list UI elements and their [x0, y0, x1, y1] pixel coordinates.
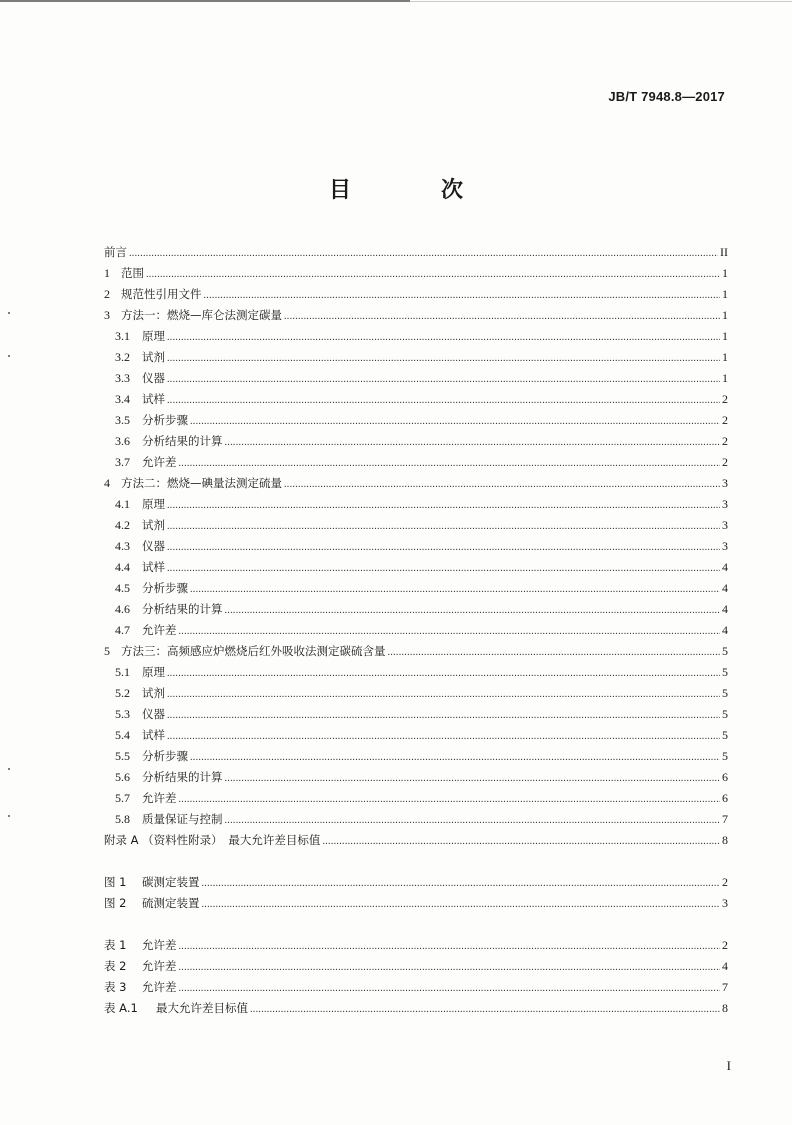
table-entry-page: 4	[722, 959, 728, 973]
toc-entry-page: 5	[722, 644, 728, 658]
toc-entry[interactable]	[104, 305, 728, 326]
toc-entry-label: 允许差	[142, 623, 177, 637]
toc-leader-dots	[167, 390, 720, 411]
toc-leader-dots	[179, 789, 721, 810]
table-entry[interactable]	[104, 935, 728, 956]
page-title: 目 次	[328, 178, 497, 203]
toc-leader-dots	[202, 894, 721, 915]
toc-leader-dots	[179, 957, 721, 978]
toc-entry-label: 分析结果的计算	[142, 434, 223, 448]
toc-leader-dots	[250, 999, 720, 1020]
toc-entry-page: 5	[722, 749, 728, 763]
figure-entry-number: 图 1	[104, 875, 127, 889]
toc-entry[interactable]	[104, 725, 728, 746]
scan-speck	[8, 355, 10, 357]
scan-speck	[8, 768, 10, 770]
toc-entry-number: 5.8	[115, 812, 130, 826]
toc-entry-label: 仪器	[142, 371, 165, 385]
table-entry-number: 表 A.1	[104, 1001, 138, 1015]
toc-leader-dots	[190, 411, 720, 432]
toc-leader-dots	[179, 453, 721, 474]
toc-entry-page: 4	[722, 560, 728, 574]
toc-entry[interactable]	[104, 368, 728, 389]
toc-entry[interactable]	[104, 536, 728, 557]
toc-entry[interactable]	[104, 515, 728, 536]
toc-leader-dots	[179, 936, 721, 957]
toc-entry-number: 4.1	[115, 497, 130, 511]
toc-leader-dots	[167, 537, 720, 558]
toc-entry-number: 5.3	[115, 707, 130, 721]
toc-entry-page: 4	[722, 581, 728, 595]
toc-entry-number: 4.7	[115, 623, 130, 637]
toc-entry-page: 3	[722, 518, 728, 532]
toc-entry-number: 3	[104, 308, 110, 322]
toc-entry[interactable]	[104, 494, 728, 515]
toc-entry-number: 3.1	[115, 329, 130, 343]
table-entry[interactable]	[104, 998, 728, 1019]
toc-entry[interactable]	[104, 704, 728, 725]
standard-code: JB/T 7948.8—2017	[608, 89, 725, 104]
toc-entry[interactable]	[104, 599, 728, 620]
toc-entry-page: 5	[722, 707, 728, 721]
toc-entry-page: 3	[722, 476, 728, 490]
toc-leader-dots	[225, 810, 721, 831]
toc-entry-label: 分析结果的计算	[142, 770, 223, 784]
toc-entry-label: 前言	[104, 245, 127, 259]
toc-leader-dots	[167, 684, 720, 705]
toc-entry-label: 仪器	[142, 707, 165, 721]
table-entry-label: 最大允许差目标值	[156, 1001, 248, 1015]
toc-entry-number: 5.7	[115, 791, 130, 805]
toc-leader-dots	[146, 264, 720, 285]
table-entry-label: 允许差	[142, 980, 177, 994]
toc-leader-dots	[190, 747, 720, 768]
toc-entry-number: 5.2	[115, 686, 130, 700]
toc-entry-page: 2	[722, 392, 728, 406]
toc-entry-page: 8	[722, 833, 728, 847]
figure-entry-label: 硫测定装置	[142, 896, 200, 910]
scan-speck	[8, 312, 10, 314]
toc-leader-dots	[225, 432, 721, 453]
toc-entry-label: 允许差	[142, 455, 177, 469]
scan-speck	[8, 815, 10, 817]
toc-leader-dots	[167, 495, 720, 516]
toc-entry-label: 方法二：燃烧—碘量法测定硫量	[121, 476, 282, 490]
toc-entry-number: 5.6	[115, 770, 130, 784]
toc-leader-dots	[167, 327, 720, 348]
toc-entry[interactable]	[104, 830, 728, 851]
table-entry-page: 8	[722, 1001, 728, 1015]
toc-entry-number: 3.4	[115, 392, 130, 406]
toc-entry-number: 5.5	[115, 749, 130, 763]
toc-entry-page: 1	[722, 329, 728, 343]
toc-entry-page: 1	[722, 287, 728, 301]
table-entry[interactable]	[104, 977, 728, 998]
toc-entry-page: 1	[722, 350, 728, 364]
toc-entry-number: 3.5	[115, 413, 130, 427]
toc-leader-dots	[167, 369, 720, 390]
table-entry-number: 表 3	[104, 980, 127, 994]
toc-entry-label: 原理	[142, 329, 165, 343]
toc-entry[interactable]	[104, 809, 728, 830]
toc-leader-dots	[190, 579, 720, 600]
toc-entry-number: 3.6	[115, 434, 130, 448]
toc-leader-dots	[204, 285, 721, 306]
toc-entry[interactable]	[104, 284, 728, 305]
table-entry-number: 表 1	[104, 938, 127, 952]
toc-entry[interactable]	[104, 620, 728, 641]
table-of-contents	[104, 242, 728, 1019]
toc-entry-page: 4	[722, 623, 728, 637]
toc-entry-page: 6	[722, 770, 728, 784]
toc-leader-dots	[167, 558, 720, 579]
section-gap	[104, 851, 728, 872]
toc-entry-label: 质量保证与控制	[142, 812, 223, 826]
table-entry-label: 允许差	[142, 959, 177, 973]
toc-entry-page: 5	[722, 686, 728, 700]
toc-leader-dots	[225, 600, 721, 621]
scan-edge-line-faint	[410, 1, 792, 2]
toc-entry-page: 6	[722, 791, 728, 805]
toc-entry-label: 范围	[121, 266, 144, 280]
toc-entry-page: 1	[722, 266, 728, 280]
figure-entry-label: 碳测定装置	[142, 875, 200, 889]
toc-entry-label: 试剂	[142, 686, 165, 700]
toc-entry-label: 附录 A （资料性附录） 最大允许差目标值	[104, 833, 321, 847]
toc-entry-number: 4.4	[115, 560, 130, 574]
toc-entry[interactable]	[104, 683, 728, 704]
toc-leader-dots	[167, 663, 720, 684]
toc-entry[interactable]	[104, 767, 728, 788]
figure-entry[interactable]	[104, 872, 728, 893]
toc-entry-label: 分析步骤	[142, 581, 188, 595]
toc-entry-page: 2	[722, 413, 728, 427]
toc-entry[interactable]	[104, 641, 728, 662]
figure-entry-number: 图 2	[104, 896, 127, 910]
toc-leader-dots	[167, 726, 720, 747]
toc-entry-page: 4	[722, 602, 728, 616]
toc-entry-label: 分析步骤	[142, 749, 188, 763]
toc-entry-label: 分析步骤	[142, 413, 188, 427]
toc-leader-dots	[388, 642, 721, 663]
toc-leader-dots	[284, 474, 720, 495]
scan-edge-line	[0, 0, 410, 2]
toc-leader-dots	[167, 516, 720, 537]
toc-entry[interactable]	[104, 578, 728, 599]
toc-entry-number: 3.7	[115, 455, 130, 469]
toc-entry[interactable]	[104, 473, 728, 494]
table-entry[interactable]	[104, 956, 728, 977]
table-entry-page: 7	[722, 980, 728, 994]
toc-entry-label: 方法三：高频感应炉燃烧后红外吸收法测定碳硫含量	[121, 644, 386, 658]
toc-entry-page: 5	[722, 665, 728, 679]
toc-entry-number: 3.3	[115, 371, 130, 385]
toc-entry-number: 5.4	[115, 728, 130, 742]
toc-leader-dots	[202, 873, 721, 894]
toc-entry[interactable]	[104, 557, 728, 578]
toc-entry-number: 2	[104, 287, 110, 301]
toc-entry-label: 试样	[142, 392, 165, 406]
toc-entry-number: 5	[104, 644, 110, 658]
toc-entry-page: 1	[722, 308, 728, 322]
toc-entry[interactable]	[104, 242, 728, 263]
toc-entry-number: 4.2	[115, 518, 130, 532]
toc-entry-number: 3.2	[115, 350, 130, 364]
toc-leader-dots	[167, 705, 720, 726]
toc-entry-page: 2	[722, 455, 728, 469]
toc-leader-dots	[284, 306, 720, 327]
toc-entry-label: 试样	[142, 728, 165, 742]
toc-entry-number: 5.1	[115, 665, 130, 679]
figure-entry-page: 3	[722, 896, 728, 910]
page-number: I	[726, 1058, 731, 1073]
toc-entry-page: 3	[722, 539, 728, 553]
toc-entry-label: 允许差	[142, 791, 177, 805]
toc-entry-page: 1	[722, 371, 728, 385]
toc-entry-page: 2	[722, 434, 728, 448]
toc-entry-number: 4.3	[115, 539, 130, 553]
toc-entry[interactable]	[104, 410, 728, 431]
toc-leader-dots	[167, 348, 720, 369]
toc-entry-label: 原理	[142, 665, 165, 679]
toc-entry-label: 试样	[142, 560, 165, 574]
toc-entry-label: 试剂	[142, 350, 165, 364]
toc-leader-dots	[179, 978, 721, 999]
toc-entry-page: 7	[722, 812, 728, 826]
section-gap	[104, 914, 728, 935]
table-entry-page: 2	[722, 938, 728, 952]
toc-entry-label: 原理	[142, 497, 165, 511]
toc-entry[interactable]	[104, 263, 728, 284]
toc-entry[interactable]	[104, 431, 728, 452]
toc-leader-dots	[179, 621, 721, 642]
toc-entry-number: 4.5	[115, 581, 130, 595]
toc-entry-number: 4	[104, 476, 110, 490]
toc-entry-label: 试剂	[142, 518, 165, 532]
toc-entry[interactable]	[104, 326, 728, 347]
toc-entry-label: 仪器	[142, 539, 165, 553]
toc-entry[interactable]	[104, 662, 728, 683]
toc-leader-dots	[225, 768, 721, 789]
toc-entry-page: II	[720, 245, 728, 259]
toc-leader-dots	[129, 243, 718, 264]
toc-entry-label: 分析结果的计算	[142, 602, 223, 616]
toc-leader-dots	[322, 831, 720, 852]
table-entry-label: 允许差	[142, 938, 177, 952]
toc-entry[interactable]	[104, 452, 728, 473]
toc-entry[interactable]	[104, 389, 728, 410]
figure-entry[interactable]	[104, 893, 728, 914]
toc-entry[interactable]	[104, 347, 728, 368]
toc-entry[interactable]	[104, 746, 728, 767]
toc-entry-label: 方法一：燃烧—库仑法测定碳量	[121, 308, 282, 322]
figure-entry-page: 2	[722, 875, 728, 889]
toc-entry-number: 4.6	[115, 602, 130, 616]
toc-entry-number: 1	[104, 266, 110, 280]
toc-entry[interactable]	[104, 788, 728, 809]
toc-entry-label: 规范性引用文件	[121, 287, 202, 301]
table-entry-number: 表 2	[104, 959, 127, 973]
toc-entry-page: 3	[722, 497, 728, 511]
toc-entry-page: 5	[722, 728, 728, 742]
